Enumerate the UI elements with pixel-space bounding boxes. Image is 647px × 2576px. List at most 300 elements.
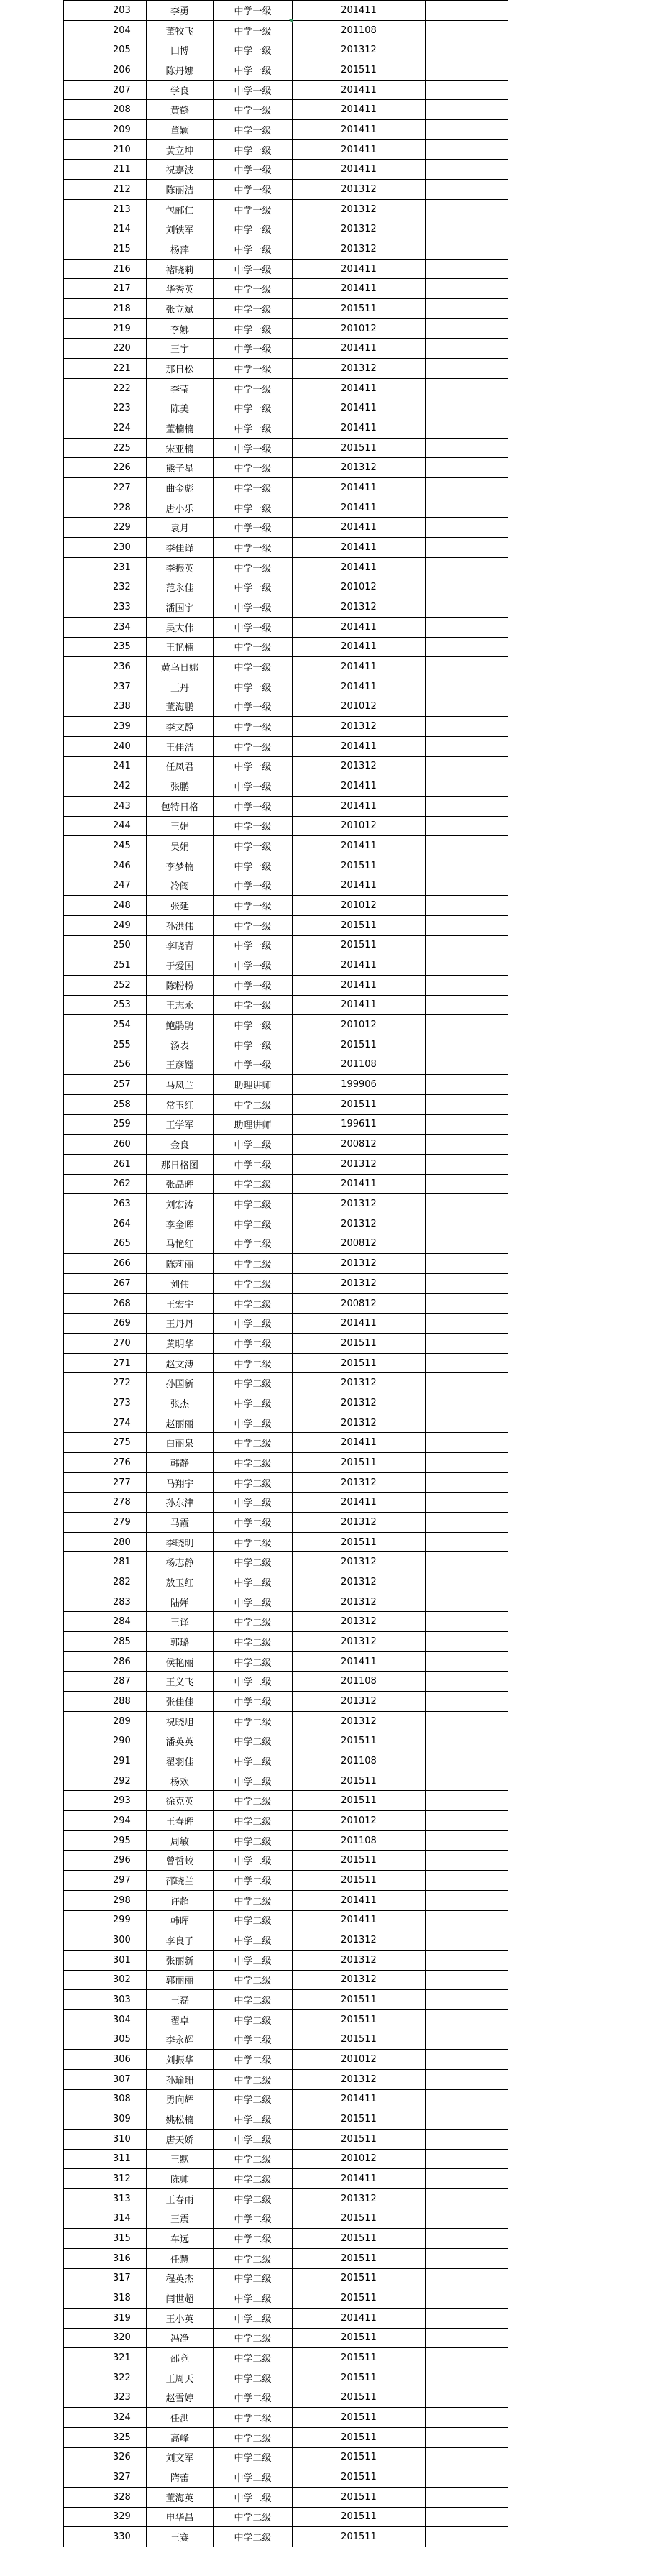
qualification-date-cell[interactable]: 201411: [293, 100, 426, 120]
title-grade-cell[interactable]: 中学二级: [214, 2408, 293, 2428]
title-grade-cell[interactable]: 中学二级: [214, 1612, 293, 1632]
title-grade-cell[interactable]: 中学二级: [214, 2109, 293, 2130]
row-number-cell[interactable]: 314: [64, 2209, 147, 2229]
title-grade-cell[interactable]: 中学一级: [214, 796, 293, 816]
empty-cell[interactable]: [426, 836, 508, 856]
title-grade-cell[interactable]: 中学二级: [214, 1811, 293, 1831]
teacher-name-cell[interactable]: 黄乌日娜: [147, 657, 214, 677]
title-grade-cell[interactable]: 中学一级: [214, 518, 293, 538]
empty-cell[interactable]: [426, 2050, 508, 2070]
title-grade-cell[interactable]: 中学二级: [214, 1393, 293, 1413]
row-number-cell[interactable]: 304: [64, 2009, 147, 2030]
title-grade-cell[interactable]: 中学一级: [214, 418, 293, 439]
teacher-name-cell[interactable]: 姚松楠: [147, 2109, 214, 2130]
qualification-date-cell[interactable]: 201411: [293, 1174, 426, 1194]
empty-cell[interactable]: [426, 2368, 508, 2388]
teacher-name-cell[interactable]: 王磊: [147, 1990, 214, 2010]
row-number-cell[interactable]: 248: [64, 896, 147, 916]
teacher-name-cell[interactable]: 侯艳丽: [147, 1651, 214, 1672]
qualification-date-cell[interactable]: 201312: [293, 1612, 426, 1632]
row-number-cell[interactable]: 306: [64, 2050, 147, 2070]
row-number-cell[interactable]: 213: [64, 199, 147, 219]
qualification-date-cell[interactable]: 201411: [293, 955, 426, 976]
qualification-date-cell[interactable]: 201411: [293, 418, 426, 439]
qualification-date-cell[interactable]: 201411: [293, 259, 426, 279]
empty-cell[interactable]: [426, 2229, 508, 2249]
teacher-name-cell[interactable]: 李娜: [147, 318, 214, 339]
row-number-cell[interactable]: 245: [64, 836, 147, 856]
teacher-name-cell[interactable]: 唐天娇: [147, 2129, 214, 2149]
row-number-cell[interactable]: 297: [64, 1871, 147, 1891]
title-grade-cell[interactable]: 中学二级: [214, 1413, 293, 1433]
title-grade-cell[interactable]: 中学一级: [214, 259, 293, 279]
empty-cell[interactable]: [426, 2248, 508, 2268]
empty-cell[interactable]: [426, 1274, 508, 1294]
row-number-cell[interactable]: 233: [64, 597, 147, 618]
row-number-cell[interactable]: 229: [64, 518, 147, 538]
teacher-name-cell[interactable]: 宋亚楠: [147, 438, 214, 458]
qualification-date-cell[interactable]: 201312: [293, 1970, 426, 1990]
title-grade-cell[interactable]: 助理讲师: [214, 1114, 293, 1135]
qualification-date-cell[interactable]: 201411: [293, 80, 426, 100]
qualification-date-cell[interactable]: 201312: [293, 1930, 426, 1951]
title-grade-cell[interactable]: 中学一级: [214, 776, 293, 797]
title-grade-cell[interactable]: 中学二级: [214, 1214, 293, 1234]
qualification-date-cell[interactable]: 201411: [293, 339, 426, 359]
empty-cell[interactable]: [426, 1314, 508, 1334]
title-grade-cell[interactable]: 中学二级: [214, 1094, 293, 1114]
title-grade-cell[interactable]: 中学二级: [214, 1851, 293, 1871]
qualification-date-cell[interactable]: 201411: [293, 139, 426, 160]
qualification-date-cell[interactable]: 201411: [293, 1651, 426, 1672]
row-number-cell[interactable]: 226: [64, 458, 147, 478]
empty-cell[interactable]: [426, 1612, 508, 1632]
teacher-name-cell[interactable]: 王丹: [147, 677, 214, 697]
teacher-name-cell[interactable]: 孙洪伟: [147, 915, 214, 935]
row-number-cell[interactable]: 277: [64, 1472, 147, 1493]
title-grade-cell[interactable]: 中学二级: [214, 2069, 293, 2089]
empty-cell[interactable]: [426, 776, 508, 797]
teacher-name-cell[interactable]: 郭璐: [147, 1632, 214, 1652]
teacher-name-cell[interactable]: 李振英: [147, 557, 214, 577]
title-grade-cell[interactable]: 中学一级: [214, 677, 293, 697]
empty-cell[interactable]: [426, 2169, 508, 2189]
qualification-date-cell[interactable]: 201411: [293, 995, 426, 1015]
qualification-date-cell[interactable]: 201511: [293, 299, 426, 319]
row-number-cell[interactable]: 234: [64, 617, 147, 637]
qualification-date-cell[interactable]: 201312: [293, 458, 426, 478]
teacher-name-cell[interactable]: 张丽新: [147, 1950, 214, 1970]
row-number-cell[interactable]: 236: [64, 657, 147, 677]
qualification-date-cell[interactable]: 201108: [293, 1830, 426, 1851]
empty-cell[interactable]: [426, 299, 508, 319]
qualification-date-cell[interactable]: 201312: [293, 1692, 426, 1712]
empty-cell[interactable]: [426, 1353, 508, 1373]
empty-cell[interactable]: [426, 1135, 508, 1155]
empty-cell[interactable]: [426, 2527, 508, 2547]
row-number-cell[interactable]: 291: [64, 1751, 147, 1771]
title-grade-cell[interactable]: 中学二级: [214, 1274, 293, 1294]
empty-cell[interactable]: [426, 458, 508, 478]
empty-cell[interactable]: [426, 259, 508, 279]
row-number-cell[interactable]: 232: [64, 577, 147, 597]
row-number-cell[interactable]: 271: [64, 1353, 147, 1373]
title-grade-cell[interactable]: 中学二级: [214, 1592, 293, 1612]
empty-cell[interactable]: [426, 538, 508, 558]
title-grade-cell[interactable]: 中学二级: [214, 2308, 293, 2328]
row-number-cell[interactable]: 283: [64, 1592, 147, 1612]
row-number-cell[interactable]: 251: [64, 955, 147, 976]
teacher-name-cell[interactable]: 李永辉: [147, 2030, 214, 2050]
empty-cell[interactable]: [426, 1811, 508, 1831]
row-number-cell[interactable]: 225: [64, 438, 147, 458]
title-grade-cell[interactable]: 中学一级: [214, 239, 293, 260]
empty-cell[interactable]: [426, 1771, 508, 1791]
empty-cell[interactable]: [426, 1453, 508, 1473]
teacher-name-cell[interactable]: 王义飞: [147, 1672, 214, 1692]
row-number-cell[interactable]: 302: [64, 1970, 147, 1990]
teacher-name-cell[interactable]: 潘英英: [147, 1731, 214, 1751]
qualification-date-cell[interactable]: 201511: [293, 2248, 426, 2268]
title-grade-cell[interactable]: 中学一级: [214, 359, 293, 379]
row-number-cell[interactable]: 216: [64, 259, 147, 279]
qualification-date-cell[interactable]: 201511: [293, 2009, 426, 2030]
qualification-date-cell[interactable]: 201511: [293, 2507, 426, 2527]
teacher-name-cell[interactable]: 任凤君: [147, 756, 214, 776]
row-number-cell[interactable]: 276: [64, 1453, 147, 1473]
empty-cell[interactable]: [426, 239, 508, 260]
teacher-name-cell[interactable]: 李金晖: [147, 1214, 214, 1234]
teacher-name-cell[interactable]: 赵文溥: [147, 1353, 214, 1373]
title-grade-cell[interactable]: 中学二级: [214, 2328, 293, 2348]
row-number-cell[interactable]: 318: [64, 2288, 147, 2309]
qualification-date-cell[interactable]: 201511: [293, 2288, 426, 2309]
row-number-cell[interactable]: 323: [64, 2388, 147, 2408]
teacher-name-cell[interactable]: 曾哲蛟: [147, 1851, 214, 1871]
teacher-name-cell[interactable]: 刘宏涛: [147, 1194, 214, 1214]
empty-cell[interactable]: [426, 736, 508, 756]
row-number-cell[interactable]: 238: [64, 697, 147, 717]
empty-cell[interactable]: [426, 1871, 508, 1891]
qualification-date-cell[interactable]: 201511: [293, 1094, 426, 1114]
teacher-name-cell[interactable]: 刘文军: [147, 2447, 214, 2467]
qualification-date-cell[interactable]: 201511: [293, 1453, 426, 1473]
row-number-cell[interactable]: 292: [64, 1771, 147, 1791]
qualification-date-cell[interactable]: 201108: [293, 1751, 426, 1771]
teacher-name-cell[interactable]: 陈莉丽: [147, 1254, 214, 1274]
teacher-name-cell[interactable]: 董海英: [147, 2487, 214, 2507]
teacher-name-cell[interactable]: 郭丽丽: [147, 1970, 214, 1990]
row-number-cell[interactable]: 299: [64, 1910, 147, 1930]
title-grade-cell[interactable]: 中学二级: [214, 1234, 293, 1254]
empty-cell[interactable]: [426, 1830, 508, 1851]
title-grade-cell[interactable]: 中学一级: [214, 60, 293, 81]
teacher-name-cell[interactable]: 李莹: [147, 378, 214, 398]
qualification-date-cell[interactable]: 201312: [293, 1632, 426, 1652]
empty-cell[interactable]: [426, 1493, 508, 1513]
qualification-date-cell[interactable]: 201411: [293, 736, 426, 756]
teacher-name-cell[interactable]: 申华昌: [147, 2507, 214, 2527]
teacher-name-cell[interactable]: 周敏: [147, 1830, 214, 1851]
row-number-cell[interactable]: 241: [64, 756, 147, 776]
qualification-date-cell[interactable]: 201511: [293, 2030, 426, 2050]
qualification-date-cell[interactable]: 201411: [293, 1493, 426, 1513]
title-grade-cell[interactable]: 中学二级: [214, 1353, 293, 1373]
empty-cell[interactable]: [426, 1910, 508, 1930]
title-grade-cell[interactable]: 中学一级: [214, 498, 293, 518]
empty-cell[interactable]: [426, 1075, 508, 1095]
qualification-date-cell[interactable]: 201411: [293, 677, 426, 697]
qualification-date-cell[interactable]: 201312: [293, 1274, 426, 1294]
row-number-cell[interactable]: 209: [64, 120, 147, 140]
teacher-name-cell[interactable]: 王丹丹: [147, 1314, 214, 1334]
title-grade-cell[interactable]: 中学一级: [214, 219, 293, 239]
row-number-cell[interactable]: 307: [64, 2069, 147, 2089]
teacher-name-cell[interactable]: 王宏宇: [147, 1293, 214, 1314]
empty-cell[interactable]: [426, 1552, 508, 1572]
qualification-date-cell[interactable]: 201511: [293, 1851, 426, 1871]
qualification-date-cell[interactable]: 201511: [293, 1035, 426, 1055]
qualification-date-cell[interactable]: 201411: [293, 1314, 426, 1334]
row-number-cell[interactable]: 294: [64, 1811, 147, 1831]
qualification-date-cell[interactable]: 201411: [293, 2308, 426, 2328]
teacher-name-cell[interactable]: 马翔宇: [147, 1472, 214, 1493]
title-grade-cell[interactable]: 中学二级: [214, 2507, 293, 2527]
title-grade-cell[interactable]: 中学一级: [214, 856, 293, 876]
title-grade-cell[interactable]: 中学二级: [214, 2149, 293, 2169]
qualification-date-cell[interactable]: 201511: [293, 2268, 426, 2288]
title-grade-cell[interactable]: 中学二级: [214, 1731, 293, 1751]
empty-cell[interactable]: [426, 279, 508, 299]
teacher-name-cell[interactable]: 邵晓兰: [147, 1871, 214, 1891]
row-number-cell[interactable]: 224: [64, 418, 147, 439]
teacher-name-cell[interactable]: 陈粉粉: [147, 975, 214, 995]
empty-cell[interactable]: [426, 2030, 508, 2050]
teacher-name-cell[interactable]: 赵雪婷: [147, 2388, 214, 2408]
empty-cell[interactable]: [426, 1890, 508, 1910]
qualification-date-cell[interactable]: 201511: [293, 915, 426, 935]
title-grade-cell[interactable]: 中学一级: [214, 279, 293, 299]
row-number-cell[interactable]: 290: [64, 1731, 147, 1751]
title-grade-cell[interactable]: 中学一级: [214, 160, 293, 180]
title-grade-cell[interactable]: 中学二级: [214, 2009, 293, 2030]
title-grade-cell[interactable]: 中学二级: [214, 1174, 293, 1194]
qualification-date-cell[interactable]: 201511: [293, 2368, 426, 2388]
row-number-cell[interactable]: 300: [64, 1930, 147, 1951]
qualification-date-cell[interactable]: 201012: [293, 2050, 426, 2070]
qualification-date-cell[interactable]: 201312: [293, 1552, 426, 1572]
teacher-name-cell[interactable]: 陆婵: [147, 1592, 214, 1612]
qualification-date-cell[interactable]: 201511: [293, 2348, 426, 2368]
teacher-name-cell[interactable]: 杨欢: [147, 1771, 214, 1791]
row-number-cell[interactable]: 316: [64, 2248, 147, 2268]
teacher-name-cell[interactable]: 李良子: [147, 1930, 214, 1951]
empty-cell[interactable]: [426, 2209, 508, 2229]
qualification-date-cell[interactable]: 201411: [293, 538, 426, 558]
empty-cell[interactable]: [426, 1234, 508, 1254]
empty-cell[interactable]: [426, 577, 508, 597]
row-number-cell[interactable]: 322: [64, 2368, 147, 2388]
empty-cell[interactable]: [426, 896, 508, 916]
empty-cell[interactable]: [426, 2308, 508, 2328]
empty-cell[interactable]: [426, 1692, 508, 1712]
title-grade-cell[interactable]: 中学二级: [214, 2447, 293, 2467]
empty-cell[interactable]: [426, 1930, 508, 1951]
title-grade-cell[interactable]: 中学一级: [214, 180, 293, 200]
empty-cell[interactable]: [426, 1334, 508, 1354]
empty-cell[interactable]: [426, 1393, 508, 1413]
row-number-cell[interactable]: 255: [64, 1035, 147, 1055]
title-grade-cell[interactable]: 中学二级: [214, 1751, 293, 1771]
row-number-cell[interactable]: 217: [64, 279, 147, 299]
title-grade-cell[interactable]: 中学二级: [214, 1373, 293, 1393]
qualification-date-cell[interactable]: 201411: [293, 617, 426, 637]
row-number-cell[interactable]: 221: [64, 359, 147, 379]
title-grade-cell[interactable]: 中学二级: [214, 1672, 293, 1692]
empty-cell[interactable]: [426, 318, 508, 339]
row-number-cell[interactable]: 222: [64, 378, 147, 398]
teacher-name-cell[interactable]: 马霞: [147, 1513, 214, 1533]
title-grade-cell[interactable]: 中学二级: [214, 2467, 293, 2488]
empty-cell[interactable]: [426, 160, 508, 180]
teacher-name-cell[interactable]: 任慧: [147, 2248, 214, 2268]
row-number-cell[interactable]: 287: [64, 1672, 147, 1692]
empty-cell[interactable]: [426, 2129, 508, 2149]
title-grade-cell[interactable]: 中学一级: [214, 20, 293, 40]
row-number-cell[interactable]: 261: [64, 1154, 147, 1174]
row-number-cell[interactable]: 219: [64, 318, 147, 339]
empty-cell[interactable]: [426, 1174, 508, 1194]
teacher-name-cell[interactable]: 李文静: [147, 717, 214, 737]
row-number-cell[interactable]: 308: [64, 2089, 147, 2109]
empty-cell[interactable]: [426, 1, 508, 21]
title-grade-cell[interactable]: 中学一级: [214, 538, 293, 558]
qualification-date-cell[interactable]: 201312: [293, 1254, 426, 1274]
teacher-name-cell[interactable]: 学良: [147, 80, 214, 100]
title-grade-cell[interactable]: 中学二级: [214, 1651, 293, 1672]
title-grade-cell[interactable]: 中学二级: [214, 2050, 293, 2070]
title-grade-cell[interactable]: 中学二级: [214, 1572, 293, 1592]
empty-cell[interactable]: [426, 2069, 508, 2089]
title-grade-cell[interactable]: 中学二级: [214, 1791, 293, 1811]
row-number-cell[interactable]: 208: [64, 100, 147, 120]
row-number-cell[interactable]: 327: [64, 2467, 147, 2488]
title-grade-cell[interactable]: 中学二级: [214, 1314, 293, 1334]
empty-cell[interactable]: [426, 2188, 508, 2209]
title-grade-cell[interactable]: 中学二级: [214, 2527, 293, 2547]
teacher-name-cell[interactable]: 常玉红: [147, 1094, 214, 1114]
qualification-date-cell[interactable]: 201411: [293, 398, 426, 418]
teacher-name-cell[interactable]: 白丽泉: [147, 1433, 214, 1453]
qualification-date-cell[interactable]: 201411: [293, 1433, 426, 1453]
row-number-cell[interactable]: 265: [64, 1234, 147, 1254]
title-grade-cell[interactable]: 中学二级: [214, 1871, 293, 1891]
teacher-name-cell[interactable]: 翟羽佳: [147, 1751, 214, 1771]
row-number-cell[interactable]: 295: [64, 1830, 147, 1851]
teacher-name-cell[interactable]: 那日松: [147, 359, 214, 379]
row-number-cell[interactable]: 247: [64, 876, 147, 896]
teacher-name-cell[interactable]: 包郦仁: [147, 199, 214, 219]
qualification-date-cell[interactable]: 201312: [293, 717, 426, 737]
row-number-cell[interactable]: 326: [64, 2447, 147, 2467]
title-grade-cell[interactable]: 中学二级: [214, 1254, 293, 1274]
teacher-name-cell[interactable]: 董楠楠: [147, 418, 214, 439]
title-grade-cell[interactable]: 中学二级: [214, 2089, 293, 2109]
empty-cell[interactable]: [426, 1990, 508, 2010]
qualification-date-cell[interactable]: 201312: [293, 1592, 426, 1612]
qualification-date-cell[interactable]: 201411: [293, 876, 426, 896]
empty-cell[interactable]: [426, 1094, 508, 1114]
title-grade-cell[interactable]: 中学一级: [214, 836, 293, 856]
empty-cell[interactable]: [426, 1572, 508, 1592]
qualification-date-cell[interactable]: 201312: [293, 1214, 426, 1234]
row-number-cell[interactable]: 267: [64, 1274, 147, 1294]
empty-cell[interactable]: [426, 498, 508, 518]
qualification-date-cell[interactable]: 201411: [293, 836, 426, 856]
teacher-name-cell[interactable]: 包特日格: [147, 796, 214, 816]
row-number-cell[interactable]: 315: [64, 2229, 147, 2249]
empty-cell[interactable]: [426, 915, 508, 935]
empty-cell[interactable]: [426, 139, 508, 160]
row-number-cell[interactable]: 242: [64, 776, 147, 797]
row-number-cell[interactable]: 257: [64, 1075, 147, 1095]
empty-cell[interactable]: [426, 378, 508, 398]
empty-cell[interactable]: [426, 219, 508, 239]
title-grade-cell[interactable]: 助理讲师: [214, 1075, 293, 1095]
teacher-name-cell[interactable]: 董牧飞: [147, 20, 214, 40]
qualification-date-cell[interactable]: 201012: [293, 577, 426, 597]
qualification-date-cell[interactable]: 201411: [293, 796, 426, 816]
qualification-date-cell[interactable]: 201511: [293, 2427, 426, 2447]
title-grade-cell[interactable]: 中学二级: [214, 2348, 293, 2368]
empty-cell[interactable]: [426, 418, 508, 439]
title-grade-cell[interactable]: 中学一级: [214, 876, 293, 896]
qualification-date-cell[interactable]: 201012: [293, 896, 426, 916]
row-number-cell[interactable]: 301: [64, 1950, 147, 1970]
row-number-cell[interactable]: 258: [64, 1094, 147, 1114]
row-number-cell[interactable]: 249: [64, 915, 147, 935]
teacher-name-cell[interactable]: 田博: [147, 40, 214, 60]
teacher-name-cell[interactable]: 那日格图: [147, 1154, 214, 1174]
empty-cell[interactable]: [426, 1751, 508, 1771]
row-number-cell[interactable]: 325: [64, 2427, 147, 2447]
teacher-name-cell[interactable]: 徐克英: [147, 1791, 214, 1811]
empty-cell[interactable]: [426, 1672, 508, 1692]
row-number-cell[interactable]: 311: [64, 2149, 147, 2169]
teacher-name-cell[interactable]: 吴大伟: [147, 617, 214, 637]
teacher-name-cell[interactable]: 王赛: [147, 2527, 214, 2547]
title-grade-cell[interactable]: 中学一级: [214, 736, 293, 756]
empty-cell[interactable]: [426, 637, 508, 657]
qualification-date-cell[interactable]: 201312: [293, 2188, 426, 2209]
empty-cell[interactable]: [426, 1632, 508, 1652]
empty-cell[interactable]: [426, 1055, 508, 1075]
row-number-cell[interactable]: 262: [64, 1174, 147, 1194]
qualification-date-cell[interactable]: 201511: [293, 2209, 426, 2229]
title-grade-cell[interactable]: 中学二级: [214, 1890, 293, 1910]
empty-cell[interactable]: [426, 2447, 508, 2467]
empty-cell[interactable]: [426, 199, 508, 219]
empty-cell[interactable]: [426, 1194, 508, 1214]
title-grade-cell[interactable]: 中学一级: [214, 915, 293, 935]
row-number-cell[interactable]: 305: [64, 2030, 147, 2050]
row-number-cell[interactable]: 286: [64, 1651, 147, 1672]
qualification-date-cell[interactable]: 201511: [293, 2487, 426, 2507]
row-number-cell[interactable]: 235: [64, 637, 147, 657]
title-grade-cell[interactable]: 中学二级: [214, 1632, 293, 1652]
row-number-cell[interactable]: 273: [64, 1393, 147, 1413]
title-grade-cell[interactable]: 中学一级: [214, 40, 293, 60]
